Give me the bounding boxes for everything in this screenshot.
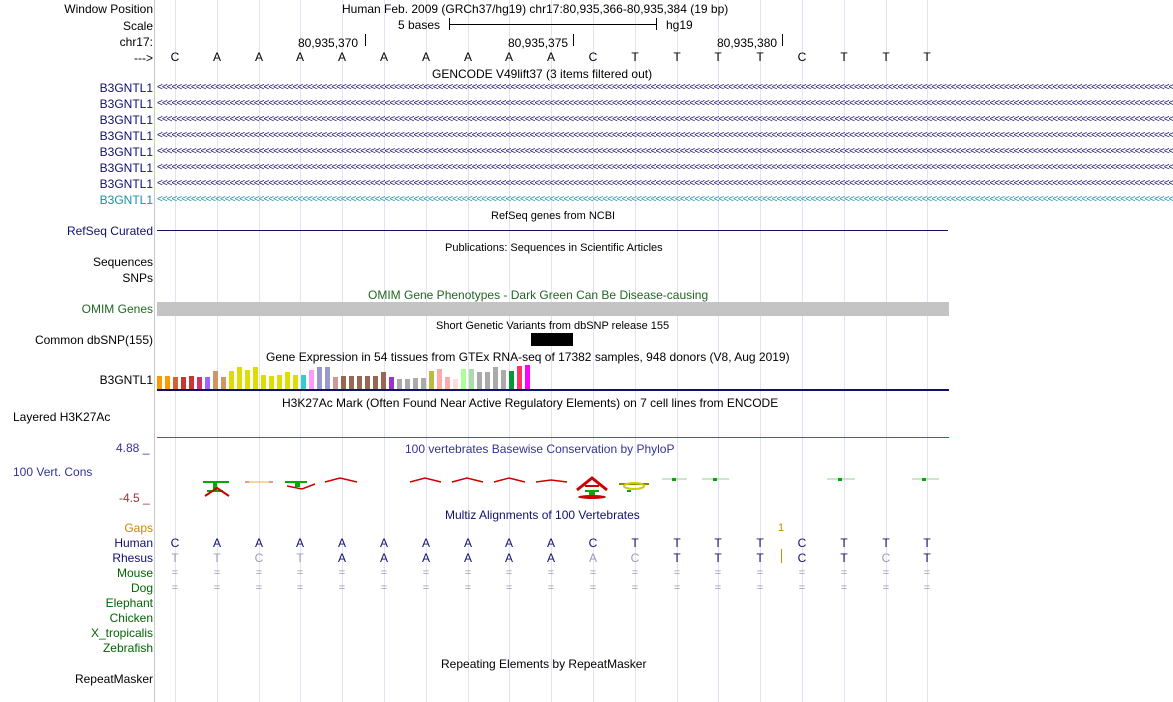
dog-base: =	[923, 582, 931, 594]
refseq-gene-line[interactable]	[157, 230, 948, 231]
rhesus-base: A	[337, 551, 346, 565]
gencode-item-label[interactable]: B3GNTL1	[99, 177, 153, 191]
gtex-tissue-bar[interactable]	[301, 375, 306, 389]
gtex-tissue-bar[interactable]	[253, 367, 258, 389]
gap-line	[781, 549, 782, 563]
gencode-title: GENCODE V49lift37 (3 items filtered out)	[432, 67, 653, 81]
gencode-item-label[interactable]: B3GNTL1	[99, 145, 153, 159]
sequence-base: A	[254, 50, 263, 64]
coord-tick-mark-2	[573, 34, 574, 46]
publications-label-sequences[interactable]: Sequences	[92, 255, 153, 269]
gtex-tissue-bar[interactable]	[357, 376, 362, 389]
gtex-tissue-bar[interactable]	[493, 367, 498, 389]
sequence-base: A	[212, 50, 221, 64]
human-base: A	[504, 536, 513, 550]
species-label[interactable]: Dog	[130, 581, 153, 595]
gencode-item-label[interactable]: B3GNTL1	[99, 129, 153, 143]
multiz-title: Multiz Alignments of 100 Vertebrates	[445, 508, 640, 522]
h3k27ac-title: H3K27Ac Mark (Often Found Near Active Regulatory Elements) on 7 cell lines from ENCODE	[282, 396, 779, 410]
sequence-base: C	[170, 50, 180, 64]
dog-base: =	[547, 582, 555, 594]
scale-size: 5 bases	[398, 18, 441, 32]
phylop-title: 100 vertebrates Basewise Conservation by PhyloP	[405, 442, 675, 456]
gtex-tissue-bar[interactable]	[349, 376, 354, 389]
gtex-tissue-bar[interactable]	[421, 378, 426, 389]
sequence-base: T	[923, 50, 931, 64]
dbsnp-variant[interactable]	[531, 333, 573, 346]
phylop-logo-3	[577, 478, 607, 499]
human-base: T	[631, 536, 639, 550]
mouse-base: =	[840, 567, 848, 579]
coord-tick-3: 80,935,380	[717, 36, 778, 50]
dog-base: =	[714, 582, 722, 594]
dbsnp-title: Short Genetic Variants from dbSNP release 155	[436, 320, 670, 332]
gtex-tissue-bar[interactable]	[157, 376, 162, 389]
gtex-tissue-bar[interactable]	[285, 372, 290, 389]
scale-label: Scale	[122, 19, 153, 33]
rhesus-base: T	[296, 551, 304, 565]
omim-feature-bar[interactable]	[157, 302, 949, 316]
gencode-item-label[interactable]: B3GNTL1	[99, 81, 153, 95]
gencode-transcript[interactable]: <<<<<<<<<<<<<<<<<<<<<<<<<<<<<<<<<<<<<<<<<<<<<<<<<<<<<<<<<<<<<<<<<<<<<<<<<<<<<<<<<<<<<<<<<<<<<<<<<<<<<<<<<<<<<<<<<<<<<<<<<<<<<<<<<<<<<<<<<<<<<<<<<<<<<<<<<<<<<<<<<<<<<<<<<<<<<<<<<<<<<<<<<<<<<<<<<<<<<<<<<<<<<<<<<<	[157, 178, 1173, 189]
gtex-tissue-bar[interactable]	[189, 376, 194, 389]
gtex-tissue-bar[interactable]	[165, 376, 170, 389]
gtex-tissue-bar[interactable]	[453, 379, 458, 389]
gencode-transcript[interactable]: <<<<<<<<<<<<<<<<<<<<<<<<<<<<<<<<<<<<<<<<<<<<<<<<<<<<<<<<<<<<<<<<<<<<<<<<<<<<<<<<<<<<<<<<<<<<<<<<<<<<<<<<<<<<<<<<<<<<<<<<<<<<<<<<<<<<<<<<<<<<<<<<<<<<<<<<<<<<<<<<<<<<<<<<<<<<<<<<<<<<<<<<<<<<<<<<<<<<<<<<<<<<<<<<<<	[157, 162, 1173, 173]
gtex-tissue-bar[interactable]	[173, 377, 178, 389]
mouse-base: =	[798, 567, 806, 579]
gtex-tissue-bar[interactable]	[325, 367, 330, 389]
gtex-tissue-bar[interactable]	[461, 369, 466, 389]
gtex-tissue-bar[interactable]	[213, 371, 218, 389]
human-base: C	[797, 536, 807, 550]
rhesus-base: T	[213, 551, 221, 565]
human-base: A	[254, 536, 263, 550]
dog-base: =	[296, 582, 304, 594]
rhesus-base: A	[588, 551, 597, 565]
gtex-tissue-bar[interactable]	[485, 372, 490, 389]
phylop-logo-2	[285, 481, 315, 489]
rhesus-base: A	[504, 551, 513, 565]
sequence-base: T	[840, 50, 848, 64]
gtex-tissue-bar[interactable]	[445, 377, 450, 389]
gencode-item-label[interactable]: B3GNTL1	[99, 113, 153, 127]
label-divider	[154, 0, 155, 702]
gtex-tissue-bar[interactable]	[197, 377, 202, 389]
dog-base: =	[882, 582, 890, 594]
gencode-transcript[interactable]: <<<<<<<<<<<<<<<<<<<<<<<<<<<<<<<<<<<<<<<<<<<<<<<<<<<<<<<<<<<<<<<<<<<<<<<<<<<<<<<<<<<<<<<<<<<<<<<<<<<<<<<<<<<<<<<<<<<<<<<<<<<<<<<<<<<<<<<<<<<<<<<<<<<<<<<<<<<<<<<<<<<<<<<<<<<<<<<<<<<<<<<<<<<<<<<<<<<<<<<<<<<<<<<<<<	[157, 194, 1173, 205]
dog-base: =	[213, 582, 221, 594]
species-label[interactable]: Human	[114, 536, 153, 550]
gencode-transcript[interactable]: <<<<<<<<<<<<<<<<<<<<<<<<<<<<<<<<<<<<<<<<<<<<<<<<<<<<<<<<<<<<<<<<<<<<<<<<<<<<<<<<<<<<<<<<<<<<<<<<<<<<<<<<<<<<<<<<<<<<<<<<<<<<<<<<<<<<<<<<<<<<<<<<<<<<<<<<<<<<<<<<<<<<<<<<<<<<<<<<<<<<<<<<<<<<<<<<<<<<<<<<<<<<<<<<<<	[157, 98, 1173, 109]
gtex-tissue-bar[interactable]	[317, 367, 322, 389]
gtex-tissue-bar[interactable]	[365, 376, 370, 389]
gtex-tissue-bar[interactable]	[381, 372, 386, 389]
omim-label[interactable]: OMIM Genes	[81, 302, 153, 316]
gtex-tissue-bar[interactable]	[373, 376, 378, 389]
human-base: T	[923, 536, 931, 550]
gtex-baseline	[157, 389, 949, 391]
gtex-tissue-bar[interactable]	[413, 378, 418, 389]
gtex-gene-label[interactable]: B3GNTL1	[99, 373, 153, 387]
rhesus-base: T	[714, 551, 722, 565]
gtex-tissue-bar[interactable]	[293, 375, 298, 389]
repeatmasker-label[interactable]: RepeatMasker	[74, 672, 153, 686]
gtex-tissue-bar[interactable]	[429, 371, 434, 389]
rhesus-base: C	[254, 551, 264, 565]
sequence-base: T	[673, 50, 681, 64]
gtex-title: Gene Expression in 54 tissues from GTEx RNA-seq of 17382 samples, 948 donors (V8, Aug 2019)	[266, 350, 790, 364]
scale-bar-start	[449, 18, 450, 30]
gtex-tissue-bar[interactable]	[205, 377, 210, 389]
mouse-base: =	[714, 567, 722, 579]
coord-tick-1: 80,935,370	[298, 36, 359, 50]
human-base: A	[295, 536, 304, 550]
repeatmasker-title: Repeating Elements by RepeatMasker	[441, 657, 647, 671]
rhesus-base: T	[756, 551, 764, 565]
species-label[interactable]: Chicken	[109, 611, 153, 625]
dog-base: =	[589, 582, 597, 594]
rhesus-base: C	[797, 551, 807, 565]
mouse-base: =	[464, 567, 472, 579]
rhesus-base: A	[421, 551, 430, 565]
dog-base: =	[171, 582, 179, 594]
gtex-tissue-bar[interactable]	[437, 369, 442, 389]
omim-title: OMIM Gene Phenotypes - Dark Green Can Be Disease-causing	[368, 288, 709, 302]
mouse-base: =	[756, 567, 764, 579]
mouse-base: =	[213, 567, 221, 579]
mouse-base: =	[673, 567, 681, 579]
refseq-title: RefSeq genes from NCBI	[491, 210, 616, 222]
sequence-base: A	[463, 50, 472, 64]
gtex-tissue-bar[interactable]	[181, 377, 186, 389]
sequence-base: C	[797, 50, 807, 64]
species-label[interactable]: Zebrafish	[102, 641, 153, 655]
dog-base: =	[255, 582, 263, 594]
dog-base: =	[673, 582, 681, 594]
phylop-min-label: -4.5 _	[119, 491, 150, 505]
coord-tick-mark-1	[365, 34, 366, 46]
gtex-tissue-bar[interactable]	[309, 370, 314, 389]
gtex-tissue-bar[interactable]	[501, 370, 506, 389]
window-position-label: Window Position	[64, 2, 153, 16]
mouse-base: =	[882, 567, 890, 579]
sequence-base: T	[882, 50, 890, 64]
rhesus-base: C	[881, 551, 891, 565]
gtex-tissue-bar[interactable]	[469, 369, 474, 389]
species-label[interactable]: Mouse	[116, 566, 153, 580]
species-label[interactable]: X_tropicalis	[90, 626, 153, 640]
gtex-tissue-bar[interactable]	[221, 377, 226, 389]
gencode-item-label[interactable]: B3GNTL1	[99, 193, 153, 207]
species-label[interactable]: Rhesus	[112, 551, 153, 565]
rhesus-base: C	[630, 551, 640, 565]
human-base: T	[714, 536, 722, 550]
mouse-base: =	[255, 567, 263, 579]
gtex-tissue-bar[interactable]	[389, 377, 394, 389]
human-base: T	[756, 536, 764, 550]
gaps-label[interactable]: Gaps	[124, 521, 153, 535]
sequence-base: T	[756, 50, 764, 64]
chrom-label: chr17:	[119, 35, 153, 49]
gtex-tissue-bar[interactable]	[341, 376, 346, 389]
rhesus-base: T	[673, 551, 681, 565]
gtex-tissue-bar[interactable]	[277, 375, 282, 389]
human-base: A	[212, 536, 221, 550]
scale-bar-end	[656, 18, 657, 30]
mouse-base: =	[380, 567, 388, 579]
dog-base: =	[338, 582, 346, 594]
gtex-tissue-bar[interactable]	[261, 375, 266, 389]
dbsnp-label[interactable]: Common dbSNP(155)	[34, 333, 153, 347]
mouse-base: =	[589, 567, 597, 579]
human-base: C	[588, 536, 598, 550]
rhesus-base: T	[840, 551, 848, 565]
refseq-label[interactable]: RefSeq Curated	[66, 224, 153, 238]
human-base: A	[546, 536, 555, 550]
dog-base: =	[631, 582, 639, 594]
mouse-base: =	[296, 567, 304, 579]
gtex-tissue-bar[interactable]	[525, 365, 530, 389]
mouse-base: =	[422, 567, 430, 579]
gencode-item-label[interactable]: B3GNTL1	[99, 161, 153, 175]
rhesus-base: A	[379, 551, 388, 565]
gtex-tissue-bar[interactable]	[509, 371, 514, 389]
rhesus-base: T	[171, 551, 179, 565]
gtex-tissue-bar[interactable]	[405, 379, 410, 389]
sequence-base: A	[421, 50, 430, 64]
phylop-plot	[157, 470, 949, 504]
human-base: T	[840, 536, 848, 550]
human-base: A	[463, 536, 472, 550]
sequence-base: A	[546, 50, 555, 64]
human-base: A	[421, 536, 430, 550]
human-base: A	[337, 536, 346, 550]
dog-base: =	[840, 582, 848, 594]
dog-base: =	[798, 582, 806, 594]
gtex-tissue-bar[interactable]	[397, 379, 402, 389]
gtex-tissue-bar[interactable]	[245, 370, 250, 389]
human-base: A	[379, 536, 388, 550]
sequence-base: A	[379, 50, 388, 64]
gaps-marker: 1	[778, 522, 785, 534]
sequence-base: C	[588, 50, 598, 64]
mouse-base: =	[505, 567, 513, 579]
mouse-base: =	[923, 567, 931, 579]
dog-base: =	[756, 582, 764, 594]
gtex-tissue-bar[interactable]	[517, 366, 522, 389]
gtex-tissue-bar[interactable]	[477, 372, 482, 389]
phylop-logo-4	[619, 483, 649, 492]
dog-base: =	[380, 582, 388, 594]
gencode-transcript[interactable]: <<<<<<<<<<<<<<<<<<<<<<<<<<<<<<<<<<<<<<<<<<<<<<<<<<<<<<<<<<<<<<<<<<<<<<<<<<<<<<<<<<<<<<<<<<<<<<<<<<<<<<<<<<<<<<<<<<<<<<<<<<<<<<<<<<<<<<<<<<<<<<<<<<<<<<<<<<<<<<<<<<<<<<<<<<<<<<<<<<<<<<<<<<<<<<<<<<<<<<<<<<<<<<<<<<	[157, 82, 1173, 93]
publications-title: Publications: Sequences in Scientific Articles	[445, 242, 663, 254]
gtex-tissue-bar[interactable]	[333, 377, 338, 389]
gencode-item-label[interactable]: B3GNTL1	[99, 97, 153, 111]
phylop-max-label: 4.88 _	[116, 441, 150, 455]
sequence-base: A	[337, 50, 346, 64]
dog-base: =	[422, 582, 430, 594]
gtex-tissue-bar[interactable]	[237, 367, 242, 389]
human-base: C	[170, 536, 180, 550]
mouse-base: =	[547, 567, 555, 579]
gtex-expression-bars[interactable]	[157, 365, 557, 389]
mouse-base: =	[171, 567, 179, 579]
coord-tick-2: 80,935,375	[508, 36, 569, 50]
rhesus-base: T	[923, 551, 931, 565]
sequence-base: T	[714, 50, 722, 64]
mouse-base: =	[631, 567, 639, 579]
dog-base: =	[464, 582, 472, 594]
mouse-base: =	[338, 567, 346, 579]
gencode-transcript[interactable]: <<<<<<<<<<<<<<<<<<<<<<<<<<<<<<<<<<<<<<<<<<<<<<<<<<<<<<<<<<<<<<<<<<<<<<<<<<<<<<<<<<<<<<<<<<<<<<<<<<<<<<<<<<<<<<<<<<<<<<<<<<<<<<<<<<<<<<<<<<<<<<<<<<<<<<<<<<<<<<<<<<<<<<<<<<<<<<<<<<<<<<<<<<<<<<<<<<<<<<<<<<<<<<<<<<	[157, 146, 1173, 157]
sequence-base: A	[295, 50, 304, 64]
phylop-label[interactable]: 100 Vert. Cons	[13, 465, 93, 479]
gencode-transcript[interactable]: <<<<<<<<<<<<<<<<<<<<<<<<<<<<<<<<<<<<<<<<<<<<<<<<<<<<<<<<<<<<<<<<<<<<<<<<<<<<<<<<<<<<<<<<<<<<<<<<<<<<<<<<<<<<<<<<<<<<<<<<<<<<<<<<<<<<<<<<<<<<<<<<<<<<<<<<<<<<<<<<<<<<<<<<<<<<<<<<<<<<<<<<<<<<<<<<<<<<<<<<<<<<<<<<<<	[157, 114, 1173, 125]
coord-tick-mark-3	[782, 34, 783, 46]
rhesus-base: A	[463, 551, 472, 565]
human-base: T	[882, 536, 890, 550]
gtex-tissue-bar[interactable]	[269, 376, 274, 389]
sequence-base: T	[631, 50, 639, 64]
gtex-tissue-bar[interactable]	[229, 371, 234, 389]
dog-base: =	[505, 582, 513, 594]
h3k27ac-signal-line	[157, 437, 949, 438]
gencode-transcript[interactable]: <<<<<<<<<<<<<<<<<<<<<<<<<<<<<<<<<<<<<<<<<<<<<<<<<<<<<<<<<<<<<<<<<<<<<<<<<<<<<<<<<<<<<<<<<<<<<<<<<<<<<<<<<<<<<<<<<<<<<<<<<<<<<<<<<<<<<<<<<<<<<<<<<<<<<<<<<<<<<<<<<<<<<<<<<<<<<<<<<<<<<<<<<<<<<<<<<<<<<<<<<<<<<<<<<<	[157, 130, 1173, 141]
human-base: T	[673, 536, 681, 550]
h3k27ac-label[interactable]: Layered H3K27Ac	[13, 410, 111, 424]
publications-label-snps[interactable]: SNPs	[122, 271, 153, 285]
sequence-base: A	[504, 50, 513, 64]
assembly-position-text: Human Feb. 2009 (GRCh37/hg19) chr17:80,935,366-80,935,384 (19 bp)	[342, 2, 729, 16]
scale-db: hg19	[666, 18, 693, 32]
phylop-logo-1	[203, 481, 229, 496]
rhesus-base: A	[546, 551, 555, 565]
scale-bar	[449, 24, 656, 25]
species-label[interactable]: Elephant	[105, 596, 153, 610]
direction-label: --->	[134, 51, 153, 65]
